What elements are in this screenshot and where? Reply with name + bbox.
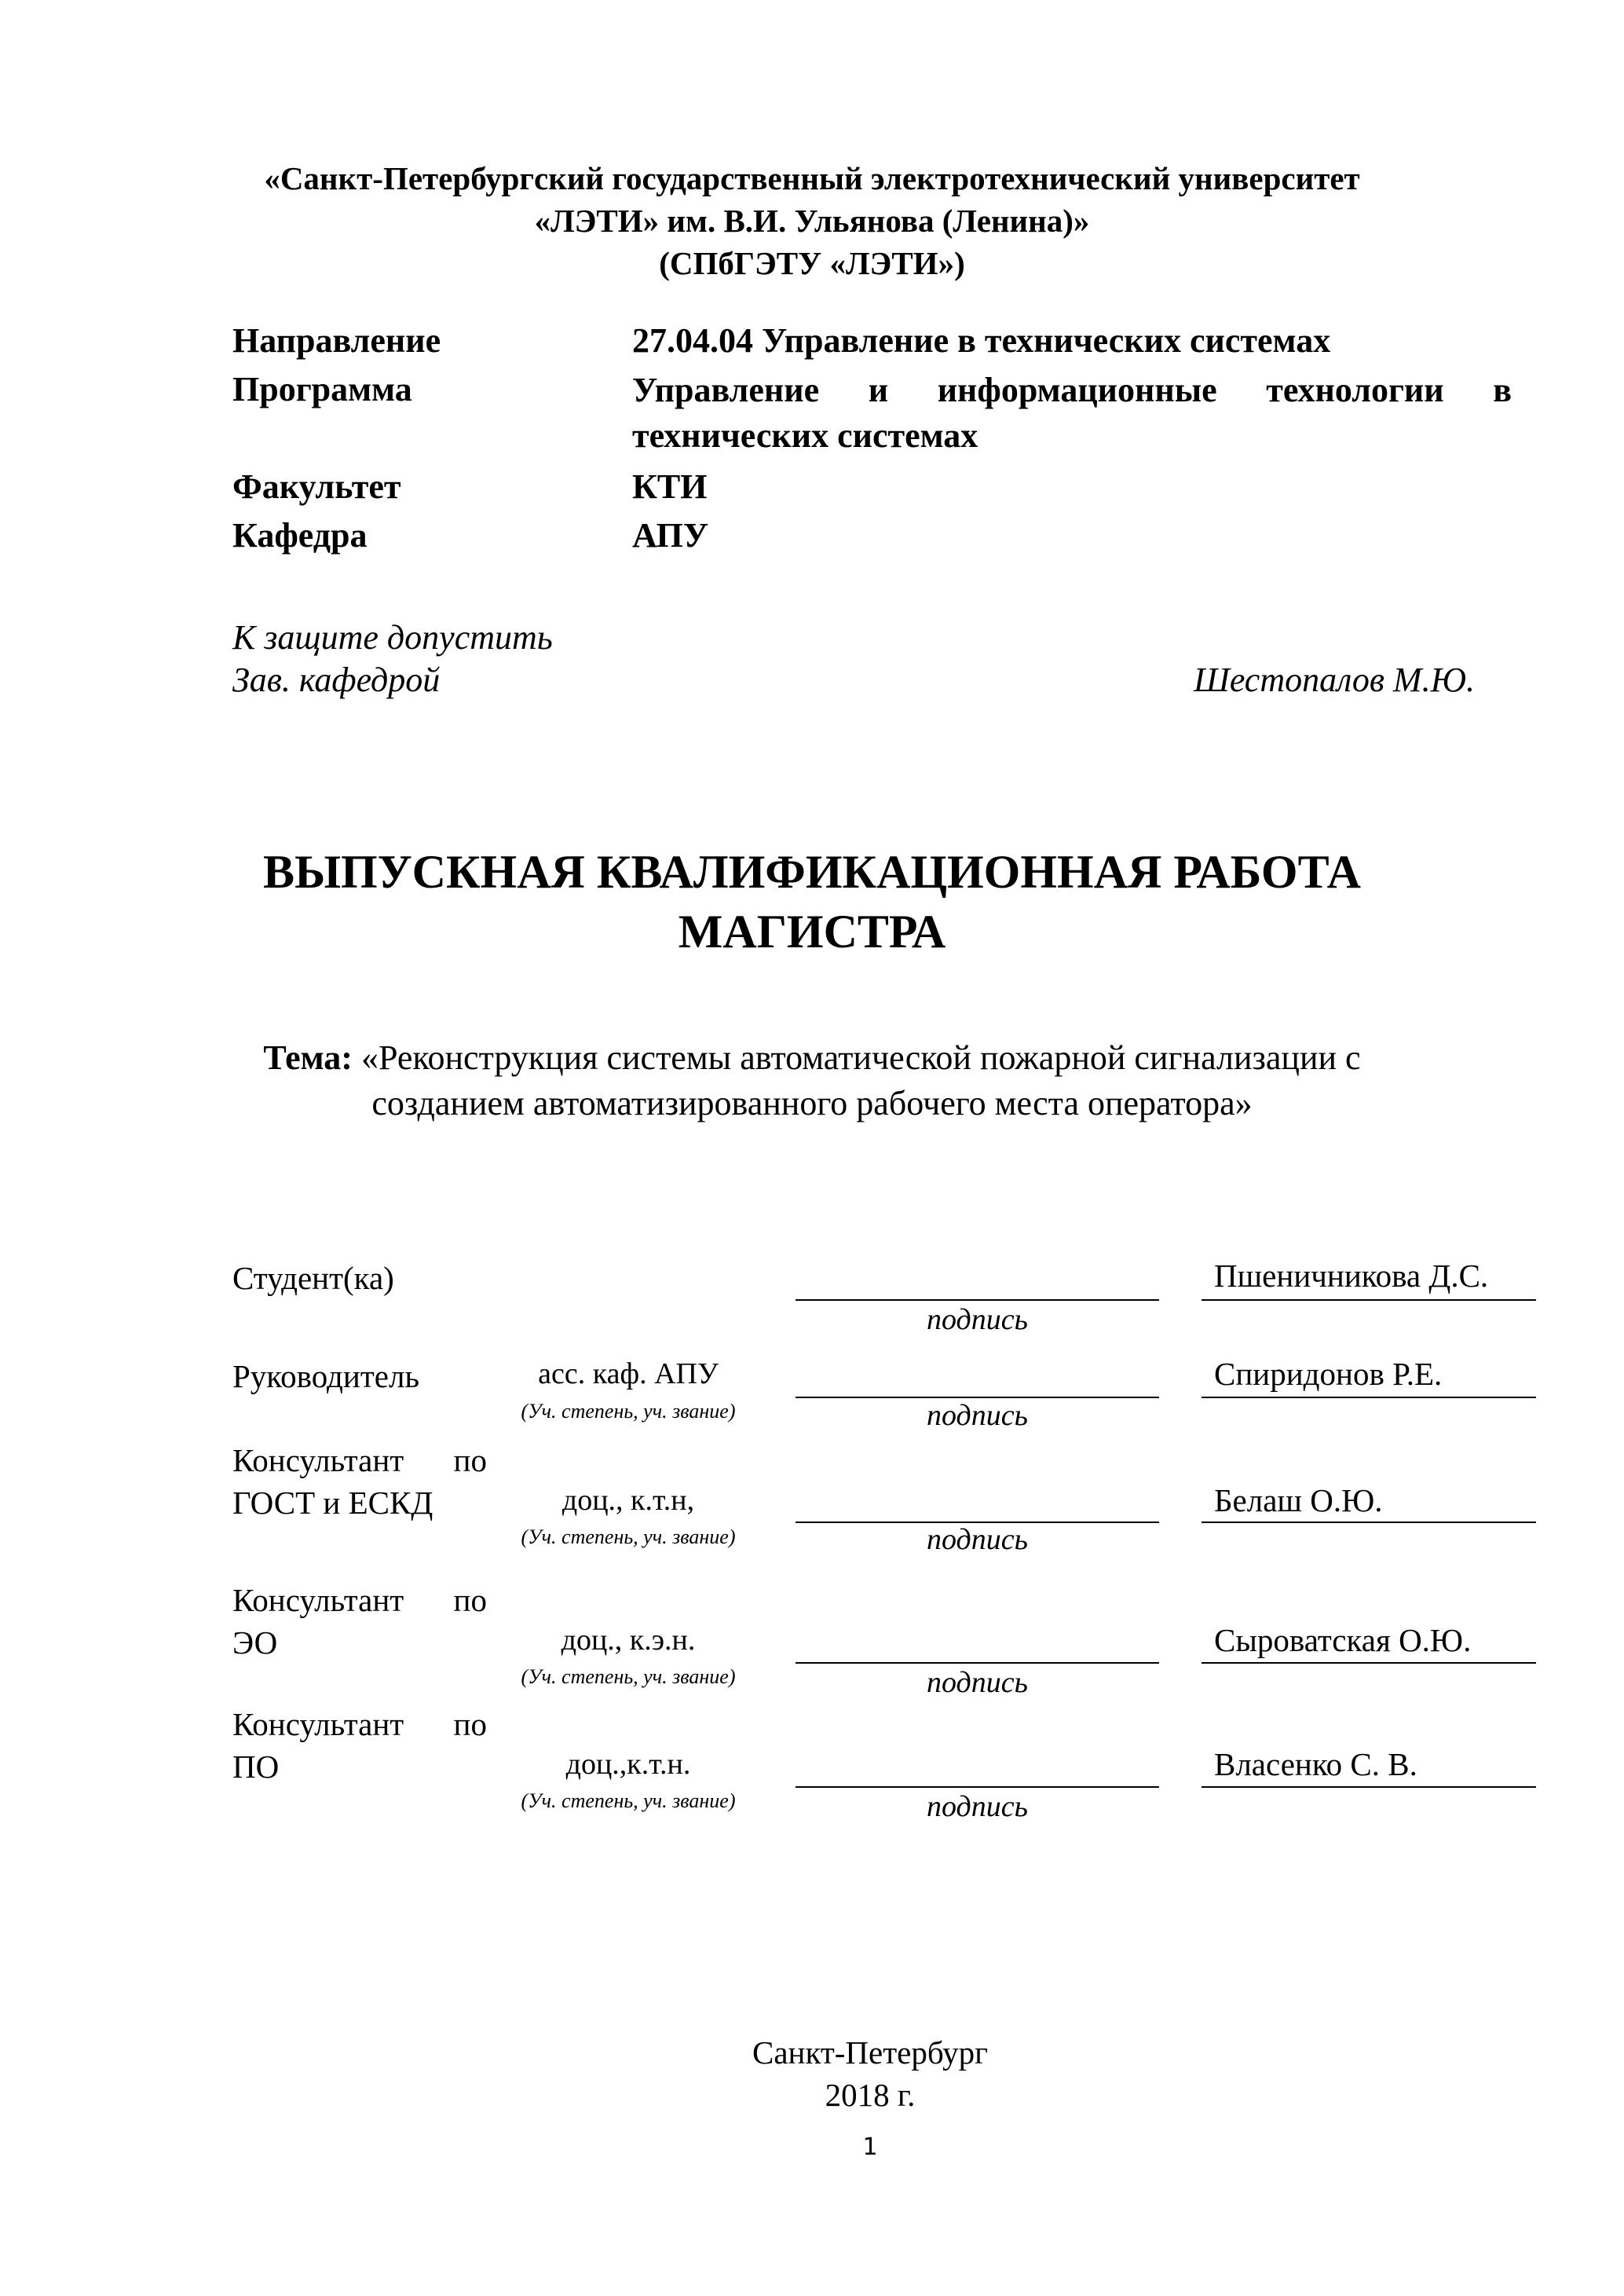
supervisor-role: Руководитель [232,1358,420,1394]
consultant-eo-role [232,1579,487,1664]
consultant-eo-degree-caption: (Уч. степень, уч. звание) [521,1665,736,1688]
topic-block [0,1035,1624,1126]
consultant-gost-degree: доц., к.т.н, [561,1484,695,1517]
footer [674,2031,1066,2116]
department-label: Кафедра [232,516,368,555]
supervisor-degree-caption: (Уч. степень, уч. звание) [521,1400,736,1423]
topic-line-1 [0,1035,1624,1081]
direction-label: Направление [232,321,441,360]
supervisor-name: Спиридонов Р.Е. [1214,1356,1443,1392]
consultant-po-signature-caption: подпись [927,1790,1028,1823]
consultant-eo-role-c: ЭО [232,1624,278,1661]
consultant-gost-degree-caption: (Уч. степень, уч. звание) [521,1525,736,1548]
document-title [0,842,1624,961]
faculty-label: Факультет [232,467,401,506]
consultant-po-role-b: по [453,1706,487,1742]
student-signature-caption: подпись [927,1303,1028,1336]
consultant-eo-role-b: по [453,1582,487,1618]
consultant-po-role-a: Консультант [232,1706,404,1742]
header-line-1: «Санкт-Петербургский государственный электротехнический университет [264,160,1360,196]
consultant-po-role [232,1703,487,1788]
header-line-3: (СПбГЭТУ «ЛЭТИ») [659,245,965,281]
department-value: АПУ [632,516,709,555]
consultant-eo-name-line [1202,1662,1536,1664]
consultant-eo-signature-caption: подпись [927,1666,1028,1699]
consultant-eo-degree: доц., к.э.н. [561,1624,696,1657]
consultant-gost-role [232,1439,487,1524]
consultant-po-name-line [1202,1786,1536,1788]
supervisor-signature-caption: подпись [927,1399,1028,1432]
consultant-gost-name-line [1202,1522,1536,1523]
consultant-gost-signature-caption: подпись [927,1523,1028,1556]
title-line-1: ВЫПУСКНАЯ КВАЛИФИКАЦИОННАЯ РАБОТА [263,846,1361,898]
student-role: Студент(ка) [232,1260,394,1296]
student-signature-line [796,1299,1159,1301]
student-name-line [1202,1299,1536,1301]
program-value: Управление и информационные технологии в технических системах [632,371,1512,455]
supervisor-degree: асс. каф. АПУ [538,1357,719,1390]
title-line-2: МАГИСТРА [678,906,946,958]
consultant-gost-role-a: Консультант [232,1442,404,1478]
topic-text-1: «Реконструкция системы автоматической пожарной сигнализации с [360,1038,1361,1077]
supervisor-name-line [1202,1397,1536,1398]
consultant-po-signature-line [796,1786,1159,1788]
consultant-po-degree: доц.,к.т.н. [565,1748,691,1781]
consultant-gost-name: Белаш О.Ю. [1214,1482,1383,1518]
admission-line-1: К защите допустить [232,618,553,657]
student-name: Пшеничникова Д.С. [1214,1258,1489,1294]
department-head-name: Шестопалов М.Ю. [1193,661,1475,699]
topic-line-2: созданием автоматизированного рабочего места оператора» [371,1084,1253,1122]
faculty-value: КТИ [632,467,708,506]
admission-line-2: Зав. кафедрой [232,661,441,699]
footer-city: Санкт-Петербург [752,2034,988,2071]
consultant-eo-role-a: Консультант [232,1582,404,1618]
program-label: Программа [232,370,412,408]
consultant-eo-signature-line [796,1662,1159,1664]
page-number: 1 [862,2133,878,2161]
consultant-eo-name: Сыроватская О.Ю. [1214,1622,1472,1658]
consultant-gost-role-c: ГОСТ и ЕСКД [232,1485,433,1521]
consultant-po-role-c: ПО [232,1749,280,1785]
header-line-2: «ЛЭТИ» им. В.И. Ульянова (Ленина)» [534,203,1090,239]
university-header [0,157,1624,284]
consultant-po-name: Власенко С. В. [1214,1746,1417,1782]
footer-year: 2018 г. [825,2077,916,2113]
consultant-po-degree-caption: (Уч. степень, уч. звание) [521,1789,736,1812]
topic-label: Тема: [263,1038,353,1077]
consultant-gost-role-b: по [453,1442,487,1478]
direction-value: 27.04.04 Управление в технических системах [632,321,1331,360]
